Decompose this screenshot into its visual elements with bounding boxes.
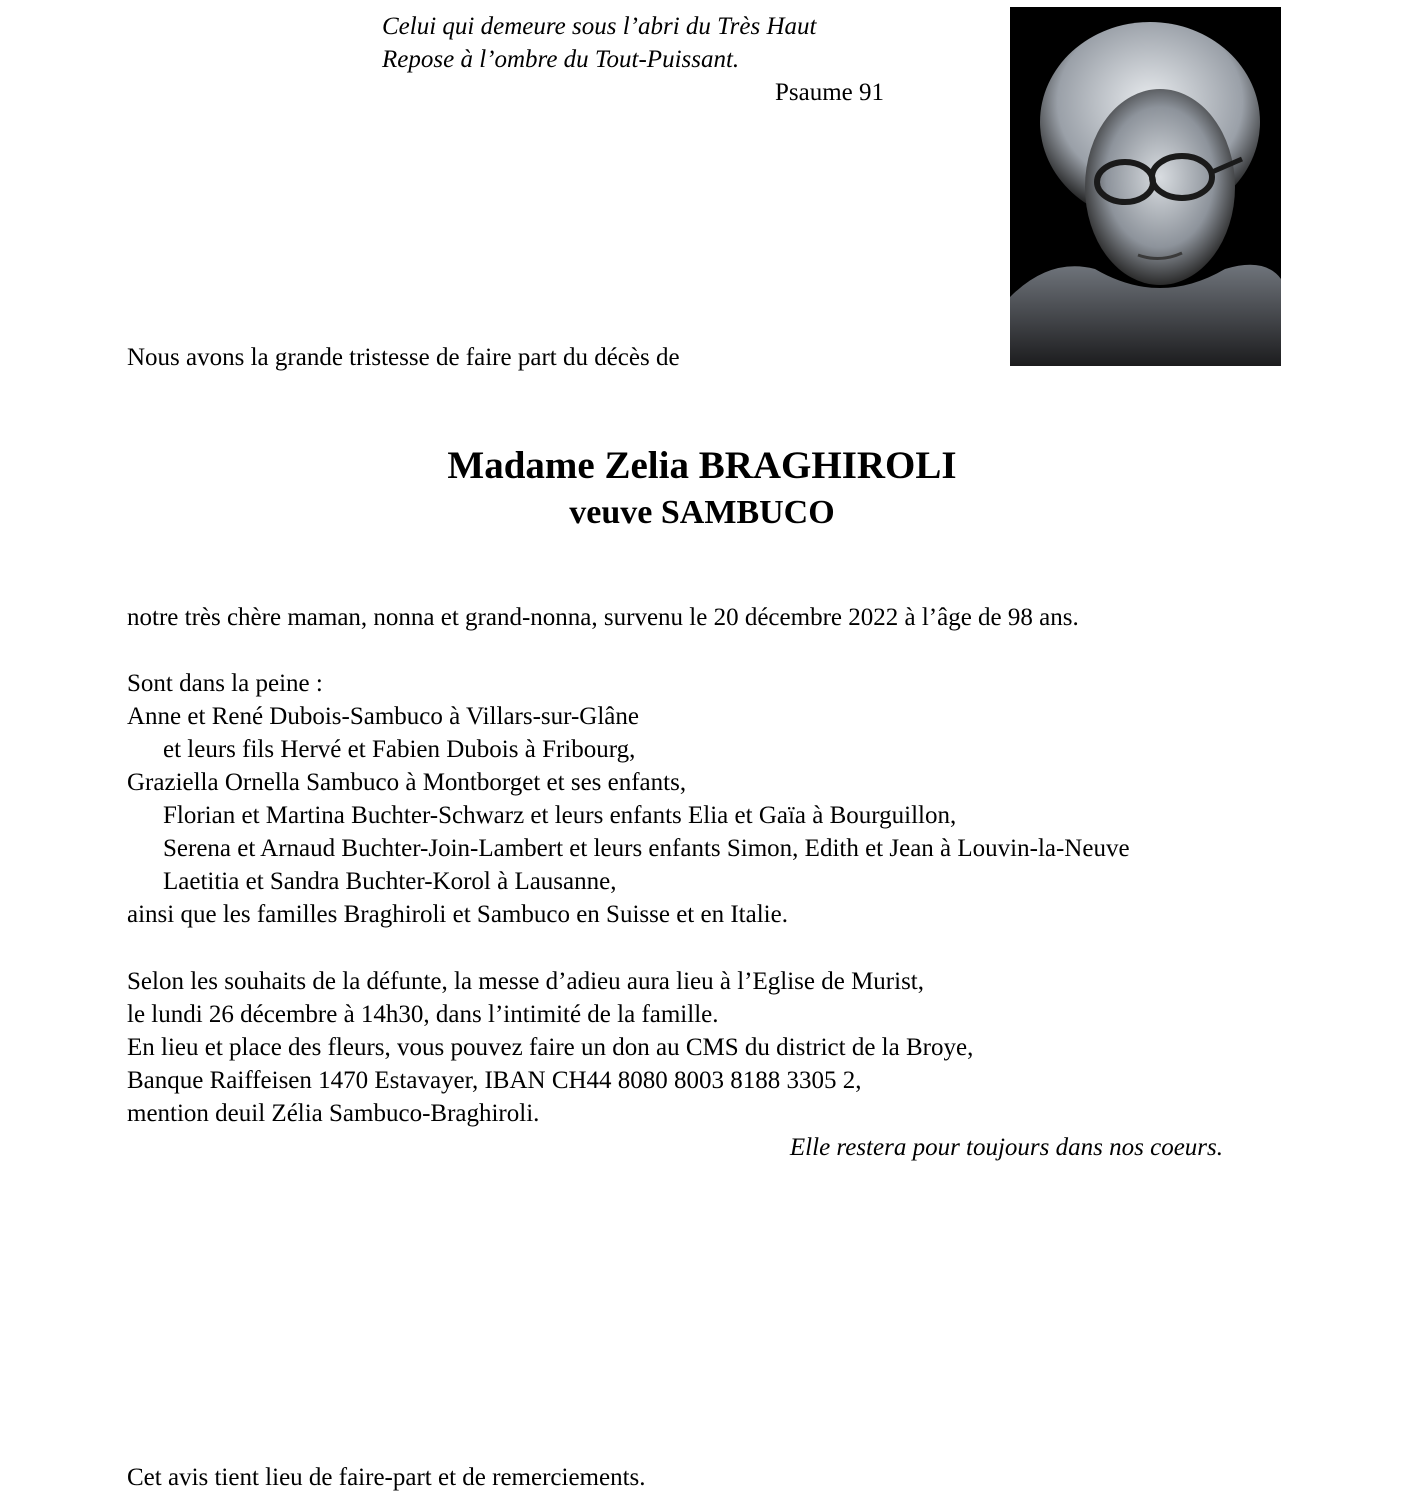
ceremony-line: Selon les souhaits de la défunte, la messe d’adieu aura lieu à l’Eglise de Murist, (127, 968, 924, 995)
mourners-heading: Sont dans la peine : (127, 670, 323, 697)
mourners-list (127, 700, 1130, 931)
deceased-name: Madame Zelia BRAGHIROLI (447, 444, 957, 487)
mourner-line: ainsi que les familles Braghiroli et Sambuco en Suisse et en Italie. (127, 901, 788, 928)
ceremony-block (127, 965, 973, 1130)
mourner-line: et leurs fils Hervé et Fabien Dubois à Fribourg, (163, 736, 636, 763)
ceremony-line: En lieu et place des fleurs, vous pouvez faire un don au CMS du district de la Broye, (127, 1034, 974, 1061)
footer-text: Cet avis tient lieu de faire-part et de remerciements. (127, 1464, 646, 1491)
mourner-line: Florian et Martina Buchter-Schwarz et leurs enfants Elia et Gaïa à Bourguillon, (163, 802, 957, 829)
ceremony-line: mention deuil Zélia Sambuco-Braghiroli. (127, 1100, 540, 1127)
portrait-photo (1010, 7, 1281, 366)
announcement-text: notre très chère maman, nonna et grand-nonna, survenu le 20 décembre 2022 à l’âge de 98 ans. (127, 604, 1079, 631)
deceased-married-name: veuve SAMBUCO (569, 494, 835, 531)
epigraph-line-1: Celui qui demeure sous l’abri du Très Haut (382, 13, 817, 40)
epigraph-reference: Psaume 91 (774, 79, 884, 106)
mourner-line: Anne et René Dubois-Sambuco à Villars-sur-Glâne (127, 703, 639, 730)
mourner-line: Graziella Ornella Sambuco à Montborget et ses enfants, (127, 769, 687, 796)
mourner-line: Serena et Arnaud Buchter-Join-Lambert et leurs enfants Simon, Edith et Jean à Louvin-la-Neuve (163, 835, 1130, 862)
portrait-illustration (1010, 7, 1281, 366)
mourner-line: Laetitia et Sandra Buchter-Korol à Lausanne, (163, 868, 617, 895)
epigraph-line-2: Repose à l’ombre du Tout-Puissant. (382, 46, 740, 73)
closing-text: Elle restera pour toujours dans nos coeurs. (789, 1134, 1223, 1161)
ceremony-line: le lundi 26 décembre à 14h30, dans l’intimité de la famille. (127, 1001, 719, 1028)
intro-text: Nous avons la grande tristesse de faire part du décès de (127, 344, 680, 371)
ceremony-line: Banque Raiffeisen 1470 Estavayer, IBAN CH44 8080 8003 8188 3305 2, (127, 1067, 862, 1094)
